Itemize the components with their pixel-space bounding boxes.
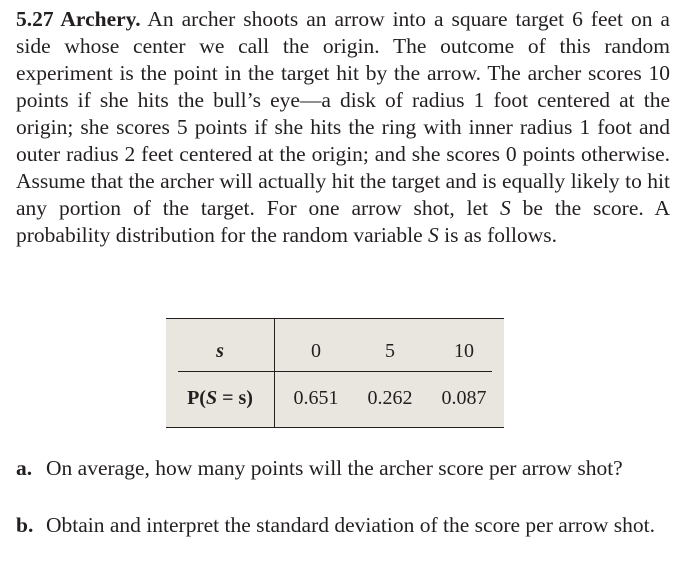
question-text: On average, how many points will the archer score per arrow shot? [46,456,623,480]
question-text: Obtain and interpret the standard deviation of the score per arrow shot. [46,513,655,537]
variable-s: S [500,196,511,220]
question-b [16,512,670,539]
problem-text-part3: is as follows. [438,223,557,247]
problem-text-part2: be the score. A probability distribution for the random variable [16,196,671,247]
problem-text-part1: An archer shoots an arrow into a square target 6 feet on a side whose center we call the origin. The outcome of this random experiment is the point in the target hit by the arrow. The archer scores 10 points if she hits the bull’s eye—a disk of radius 1 foot centered at the origin; she scores 5 points if she hits the ring with inner radius 1 foot and outer radius 2 feet centered at the origin; and she scores 0 points otherwise. Assume that the archer will actually hit the target and is equally likely to hit any portion of the target. For one arrow shot, let [16,7,670,220]
table-probability: 0.651 [293,387,339,409]
table-probability: 0.262 [367,387,413,409]
table-horizontal-divider [178,371,492,372]
question-label: a. [16,456,33,480]
probability-distribution-table [166,318,504,428]
question-a [16,455,670,482]
table-vertical-divider [274,319,275,427]
table-value: 0 [311,340,321,362]
table-value: 5 [385,340,395,362]
table-header-s: s [216,340,224,362]
question-label: b. [16,513,34,537]
variable-s: S [428,223,439,247]
table-header-probability: P(S = s) [187,387,253,409]
table-value: 10 [454,340,474,362]
problem-statement [16,6,670,249]
problem-number-title: 5.27 Archery. [16,7,141,31]
table-probability: 0.087 [441,387,487,409]
